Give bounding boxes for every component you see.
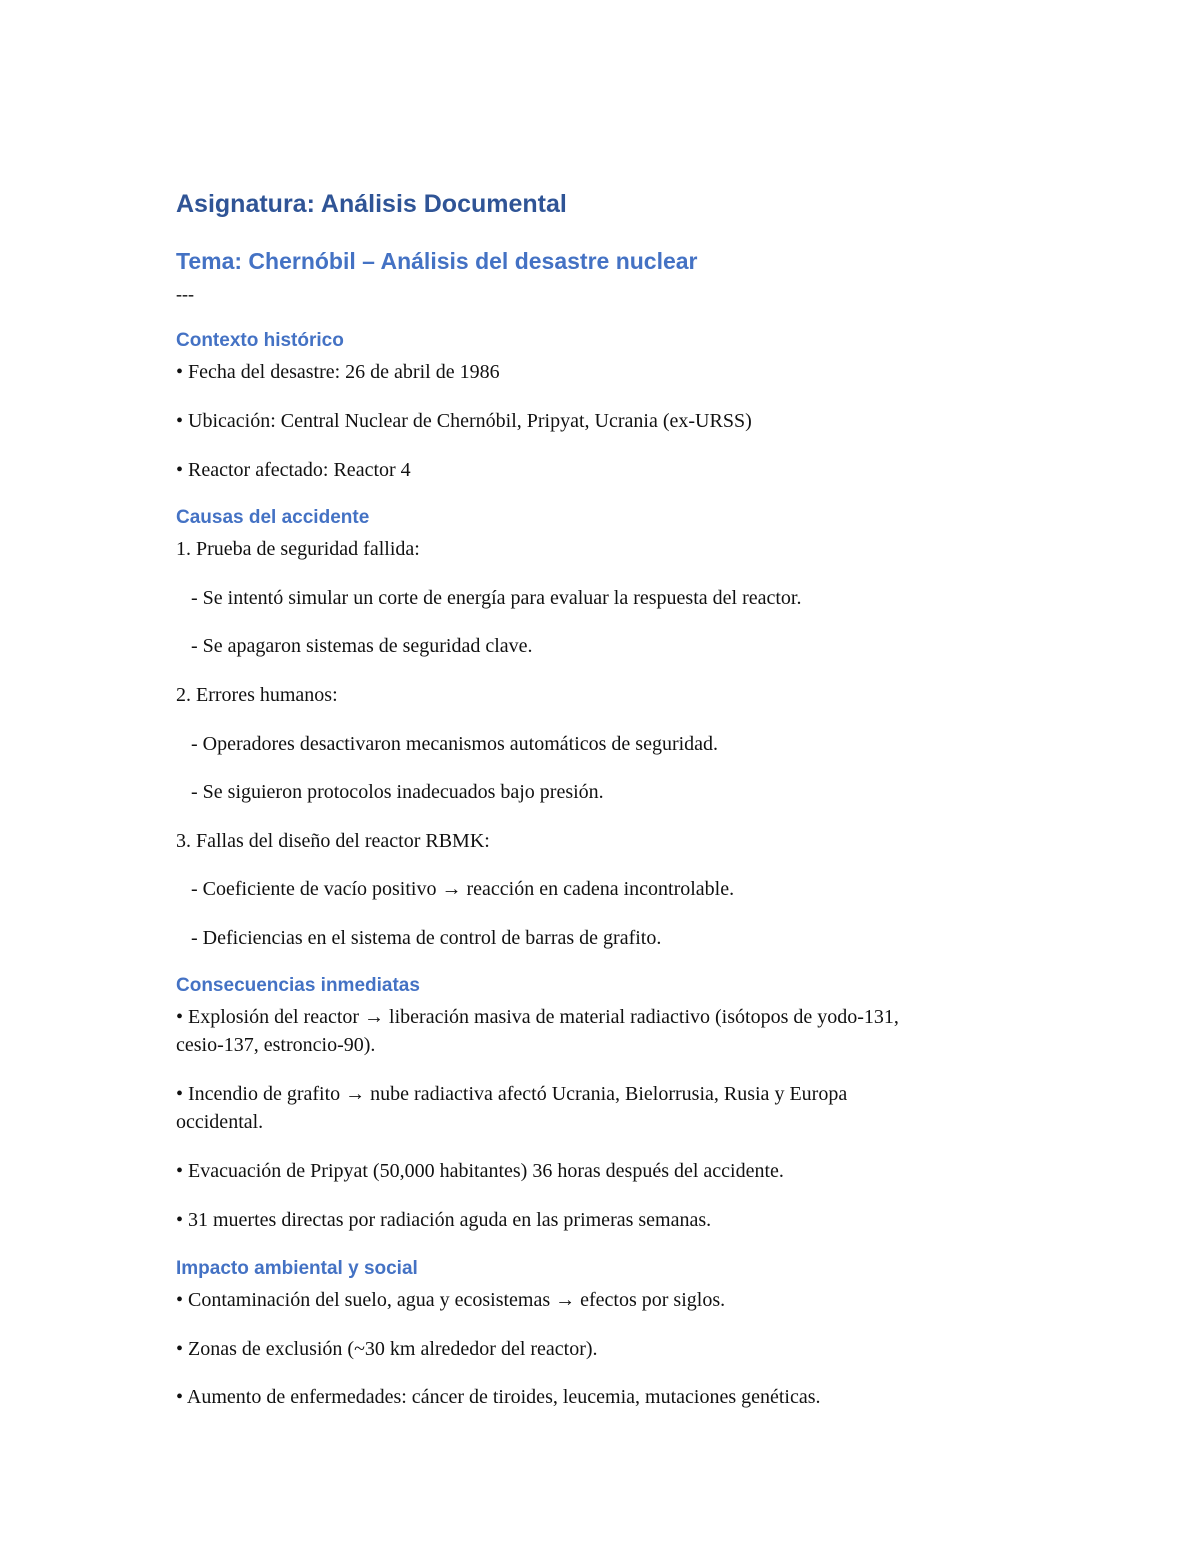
section-heading-causas: Causas del accidente <box>176 507 370 528</box>
section-heading-consecuencias: Consecuencias inmediatas <box>176 975 420 996</box>
list-item: • Ubicación: Central Nuclear de Chernóbil, Pripyat, Ucrania (ex-URSS) <box>176 410 752 432</box>
separator-text: --- <box>176 284 194 304</box>
section-heading-contexto: Contexto histórico <box>176 330 344 351</box>
list-item: • Zonas de exclusión (~30 km alrededor del reactor). <box>176 1338 598 1360</box>
list-item: - Se siguieron protocolos inadecuados bajo presión. <box>176 781 604 803</box>
list-item: • Fecha del desastre: 26 de abril de 1986 <box>176 361 500 383</box>
list-item: • Reactor afectado: Reactor 4 <box>176 459 411 481</box>
list-item: • Contaminación del suelo, agua y ecosistemas → efectos por siglos. <box>176 1289 726 1311</box>
list-item: - Coeficiente de vacío positivo → reacción en cadena incontrolable. <box>176 878 735 900</box>
list-item-continuation: cesio-137, estroncio-90). <box>176 1034 376 1056</box>
section-heading-impacto: Impacto ambiental y social <box>176 1258 418 1279</box>
list-item: - Operadores desactivaron mecanismos automáticos de seguridad. <box>176 733 719 755</box>
list-item: 1. Prueba de seguridad fallida: <box>176 538 420 560</box>
list-item: - Se intentó simular un corte de energía para evaluar la respuesta del reactor. <box>176 587 802 609</box>
list-item: - Deficiencias en el sistema de control de barras de grafito. <box>176 927 662 949</box>
list-item: - Se apagaron sistemas de seguridad clave. <box>176 635 533 657</box>
list-item-continuation: occidental. <box>176 1111 264 1133</box>
document-subtitle: Tema: Chernóbil – Análisis del desastre nuclear <box>176 248 698 274</box>
document-title: Asignatura: Análisis Documental <box>176 190 567 218</box>
list-item: 3. Fallas del diseño del reactor RBMK: <box>176 830 490 852</box>
list-item: • Explosión del reactor → liberación masiva de material radiactivo (isótopos de yodo-131, <box>176 1006 899 1028</box>
list-item: • Evacuación de Pripyat (50,000 habitantes) 36 horas después del accidente. <box>176 1160 784 1182</box>
list-item: • Aumento de enfermedades: cáncer de tiroides, leucemia, mutaciones genéticas. <box>176 1386 821 1408</box>
list-item: • 31 muertes directas por radiación aguda en las primeras semanas. <box>176 1209 712 1231</box>
list-item: • Incendio de grafito → nube radiactiva afectó Ucrania, Bielorrusia, Rusia y Europa <box>176 1083 848 1105</box>
list-item: 2. Errores humanos: <box>176 684 338 706</box>
